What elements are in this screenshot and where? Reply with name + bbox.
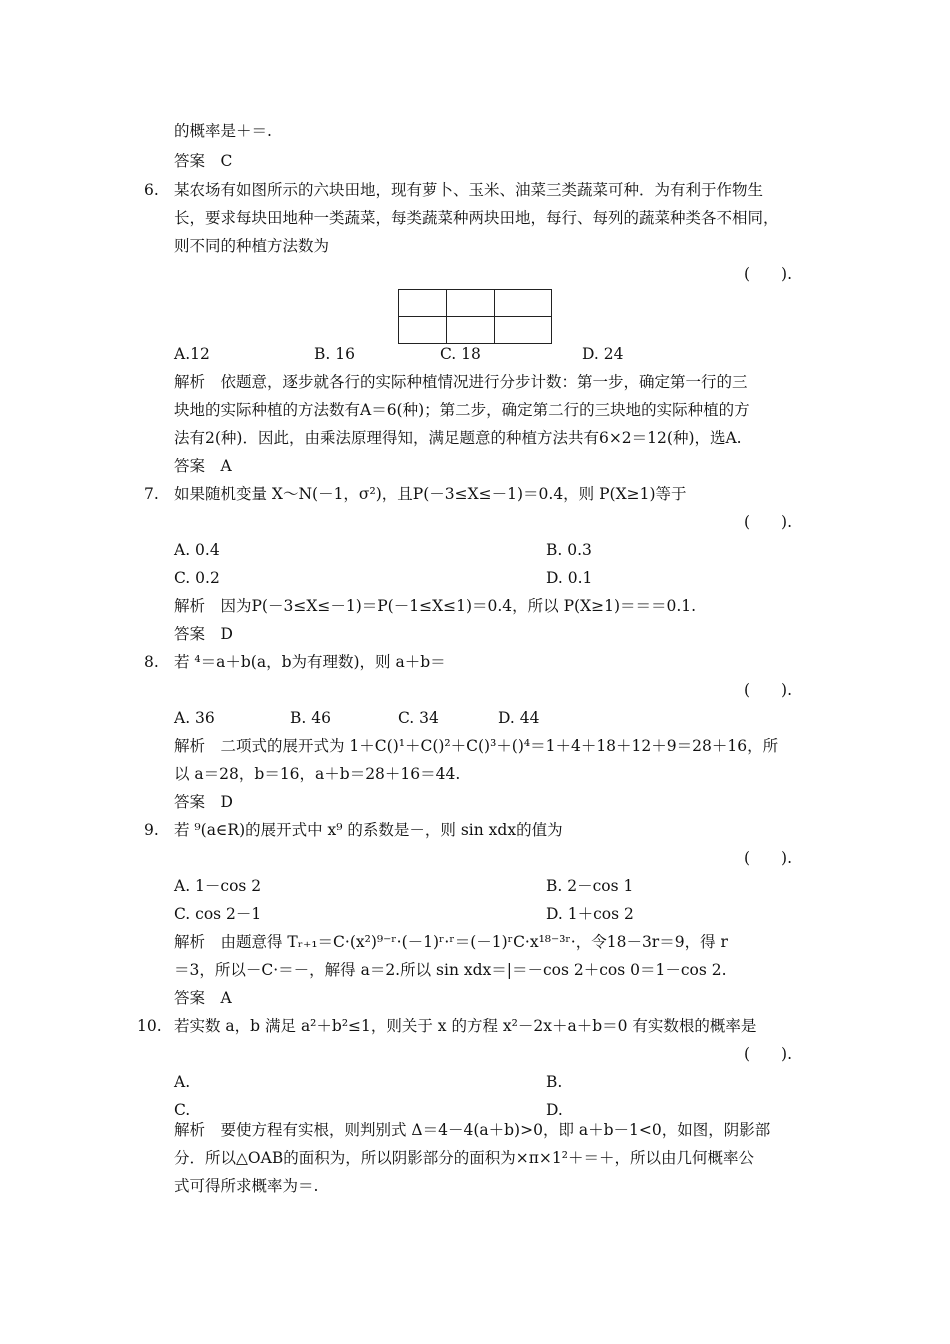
q7-answer-paren: ( ). (744, 513, 793, 531)
q9-analysis-line-2: ＝3，所以－C·＝－，解得 a＝2.所以 sin xdx＝|＝－cos 2＋cos 0＝1－cos 2. (174, 961, 727, 979)
q6-analysis-line-1: 解析 依题意，逐步就各行的实际种植情况进行分步计数：第一步，确定第一行的三 (174, 373, 748, 391)
q10-option-b: B. (546, 1073, 563, 1091)
q8-option-d: D. 44 (498, 709, 540, 727)
q8-answer: 答案 D (174, 793, 233, 811)
q10-stem: 若实数 a，b 满足 a²＋b²≤1，则关于 x 的方程 x²－2x＋a＋b＝0 有实数根的概率是 (174, 1017, 757, 1035)
q9-stem: 若 ⁹(a∈R)的展开式中 x⁹ 的系数是－，则 sin xdx的值为 (174, 821, 563, 839)
field-cell (399, 290, 447, 317)
q10-number: 10. (137, 1017, 162, 1035)
q8-analysis-line-1: 解析 二项式的展开式为 1＋C()¹＋C()²＋C()³＋()⁴＝1＋4＋18＋12＋9＝28＋16，所 (174, 737, 779, 755)
q6-stem-line-1: 某农场有如图所示的六块田地，现有萝卜、玉米、油菜三类蔬菜可种．为有利于作物生 (174, 181, 764, 199)
q8-answer-paren: ( ). (744, 681, 793, 699)
q6-option-d: D. 24 (582, 345, 624, 363)
q9-option-c: C. cos 2－1 (174, 905, 262, 923)
q8-analysis-line-2: 以 a＝28，b＝16，a＋b＝28＋16＝44. (174, 765, 461, 783)
q7-stem: 如果随机变量 X～N(－1，σ²)，且P(－3≤X≤－1)＝0.4，则 P(X≥1)等于 (174, 485, 687, 503)
q8-stem: 若 ⁴＝a＋b(a，b为有理数)，则 a＋b＝ (174, 653, 446, 671)
q6-analysis-line-3: 法有2(种)．因此，由乘法原理得知，满足题意的种植方法共有6×2＝12(种)，选A. (174, 429, 742, 447)
q6-stem-line-3: 则不同的种植方法数为 (174, 237, 330, 255)
q6-option-b: B. 16 (314, 345, 355, 363)
q7-answer: 答案 D (174, 625, 233, 643)
q8-option-b: B. 46 (290, 709, 331, 727)
q9-number: 9. (144, 821, 159, 839)
field-cell (495, 317, 552, 344)
q7-option-b: B. 0.3 (546, 541, 592, 559)
field-cell (495, 290, 552, 317)
q10-option-d: D. (546, 1101, 563, 1119)
q9-option-d: D. 1＋cos 2 (546, 905, 634, 923)
q7-option-c: C. 0.2 (174, 569, 220, 587)
prev-tail-text: 的概率是＋＝. (174, 122, 272, 140)
q6-number: 6. (144, 181, 159, 199)
q9-answer: 答案 A (174, 989, 232, 1007)
q9-option-b: B. 2－cos 1 (546, 877, 634, 895)
q6-option-c: C. 18 (440, 345, 481, 363)
q9-answer-paren: ( ). (744, 849, 793, 867)
q9-option-a: A. 1－cos 2 (174, 877, 262, 895)
q6-answer-paren: ( ). (744, 265, 793, 283)
q6-option-a: A.12 (174, 345, 210, 363)
q8-option-a: A. 36 (174, 709, 215, 727)
q9-analysis-line-1: 解析 由题意得 Tᵣ₊₁＝C·(x²)⁹⁻ʳ·(－1)ʳ·ʳ＝(－1)ʳC·x¹⁸⁻³ʳ·，令18－3r＝9，得 r (174, 933, 728, 951)
q6-field-grid (398, 289, 552, 344)
q10-option-c: C. (174, 1101, 191, 1119)
q7-option-d: D. 0.1 (546, 569, 593, 587)
q8-option-c: C. 34 (398, 709, 439, 727)
q6-answer: 答案 A (174, 457, 232, 475)
field-cell (399, 317, 447, 344)
q10-analysis-line-3: 式可得所求概率为＝. (174, 1177, 319, 1195)
q7-number: 7. (144, 485, 159, 503)
q7-analysis: 解析 因为P(－3≤X≤－1)＝P(－1≤X≤1)＝0.4，所以 P(X≥1)＝＝＝0.1. (174, 597, 697, 615)
q8-number: 8. (144, 653, 159, 671)
field-cell (447, 317, 495, 344)
q7-option-a: A. 0.4 (174, 541, 220, 559)
q6-analysis-line-2: 块地的实际种植的方法数有A＝6(种)；第二步，确定第二行的三块地的实际种植的方 (174, 401, 750, 419)
q10-analysis-line-2: 分．所以△OAB的面积为，所以阴影部分的面积为×π×1²＋＝＋，所以由几何概率公 (174, 1149, 754, 1167)
q10-analysis-line-1: 解析 要使方程有实根，则判别式 Δ＝4－4(a＋b)>0，即 a＋b－1<0，如图，阴影部 (174, 1121, 771, 1139)
q10-answer-paren: ( ). (744, 1045, 793, 1063)
q6-stem-line-2: 长，要求每块田地种一类蔬菜，每类蔬菜种两块田地，每行、每列的蔬菜种类各不相同， (174, 209, 779, 227)
field-cell (447, 290, 495, 317)
prev-answer: 答案 C (174, 152, 233, 170)
q10-option-a: A. (174, 1073, 191, 1091)
